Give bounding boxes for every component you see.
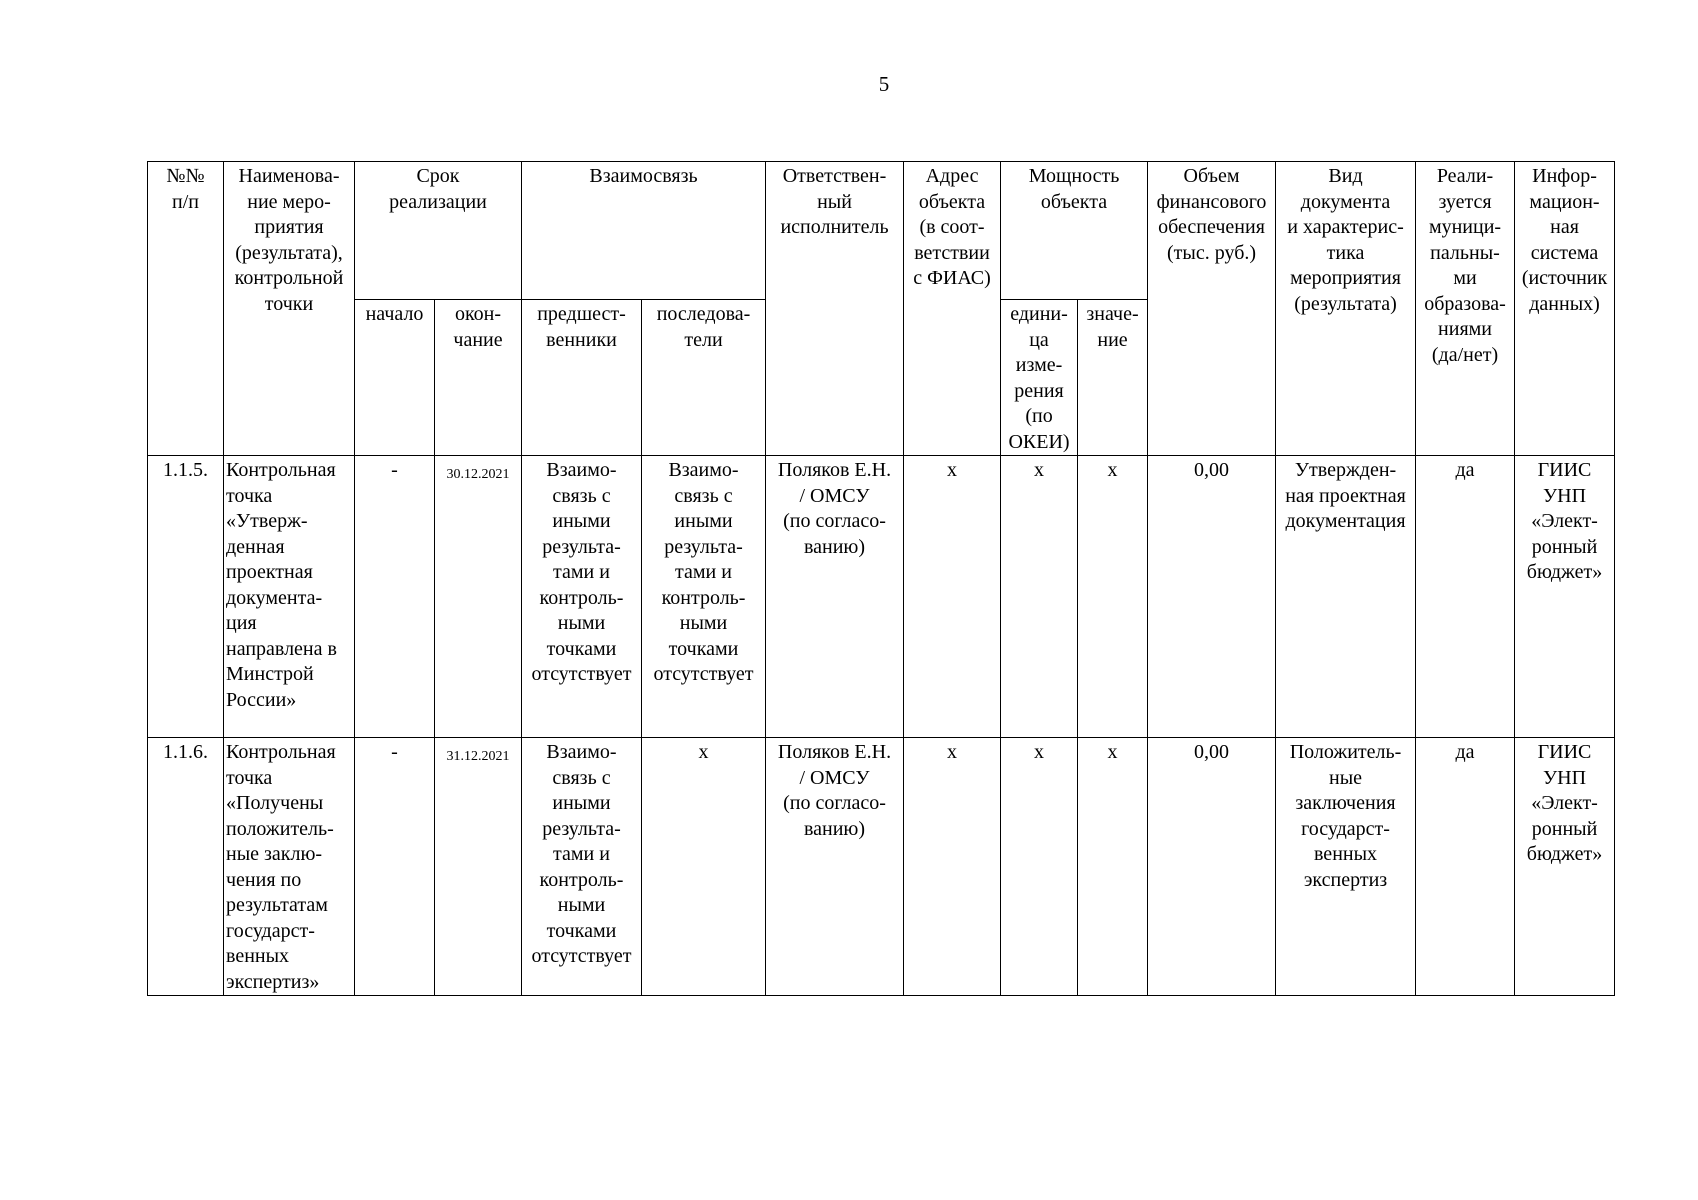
cell-doc-type: Положитель- ные заключения государст- венных экспертиз [1276,738,1416,996]
header-capacity: Мощность объекта [1001,162,1148,300]
cell-responsible: Поляков Е.Н. / ОМСУ (по согласо- ванию) [766,456,904,738]
cell-doc-type: Утвержден- ная проектная документация [1276,456,1416,738]
header-address: Адрес объекта (в соот- ветствии с ФИАС) [904,162,1001,456]
cell-start: - [355,456,435,738]
cell-unit: х [1001,456,1078,738]
cell-prev: Взаимо- связь с иными результа- тами и контроль- ными точками отсутствует [522,456,642,738]
header-num: №№ п/п [148,162,224,456]
cell-name: Контрольная точка «Утверж- денная проектная документа- ция направлена в Минстрой России» [224,456,355,738]
cell-num: 1.1.5. [148,456,224,738]
header-name: Наименова- ние меро- приятия (результата), контрольной точки [224,162,355,456]
cell-address: х [904,456,1001,738]
header-link-next: последова- тели [642,300,766,456]
table-header-row [148,162,1615,300]
header-term-start: начало [355,300,435,456]
cell-next: Взаимо- связь с иными результа- тами и контроль- ными точками отсутствует [642,456,766,738]
header-doc-type: Вид документа и характерис- тика мероприятия (результата) [1276,162,1416,456]
plan-table [147,161,1615,996]
table-row [148,456,1615,738]
cell-responsible: Поляков Е.Н. / ОМСУ (по согласо- ванию) [766,738,904,996]
cell-address: х [904,738,1001,996]
cell-finance: 0,00 [1148,738,1276,996]
header-link: Взаимосвязь [522,162,766,300]
header-link-prev: предшест- венники [522,300,642,456]
cell-info-system: ГИИС УНП «Элект- ронный бюджет» [1515,738,1615,996]
header-info-system: Инфор- мацион- ная система (источник данных) [1515,162,1615,456]
table-row [148,738,1615,996]
cell-finance: 0,00 [1148,456,1276,738]
header-capacity-value: значе- ние [1078,300,1148,456]
cell-name: Контрольная точка «Получены положитель- ные заклю- чения по результатам государст- венных экспертиз» [224,738,355,996]
cell-next: х [642,738,766,996]
cell-unit: х [1001,738,1078,996]
cell-info-system: ГИИС УНП «Элект- ронный бюджет» [1515,456,1615,738]
cell-end: 31.12.2021 [435,738,522,996]
cell-municipal: да [1416,456,1515,738]
cell-start: - [355,738,435,996]
header-finance: Объем финансового обеспечения (тыс. руб.) [1148,162,1276,456]
header-term-end: окон- чание [435,300,522,456]
cell-value: х [1078,456,1148,738]
header-responsible: Ответствен- ный исполнитель [766,162,904,456]
cell-num: 1.1.6. [148,738,224,996]
header-term: Срок реализации [355,162,522,300]
header-capacity-unit: едини- ца изме- рения (по ОКЕИ) [1001,300,1078,456]
page-number: 5 [878,72,890,96]
cell-end: 30.12.2021 [435,456,522,738]
cell-prev: Взаимо- связь с иными результа- тами и контроль- ными точками отсутствует [522,738,642,996]
cell-municipal: да [1416,738,1515,996]
cell-value: х [1078,738,1148,996]
header-municipal: Реали- зуется муници- пальны- ми образова- ниями (да/нет) [1416,162,1515,456]
